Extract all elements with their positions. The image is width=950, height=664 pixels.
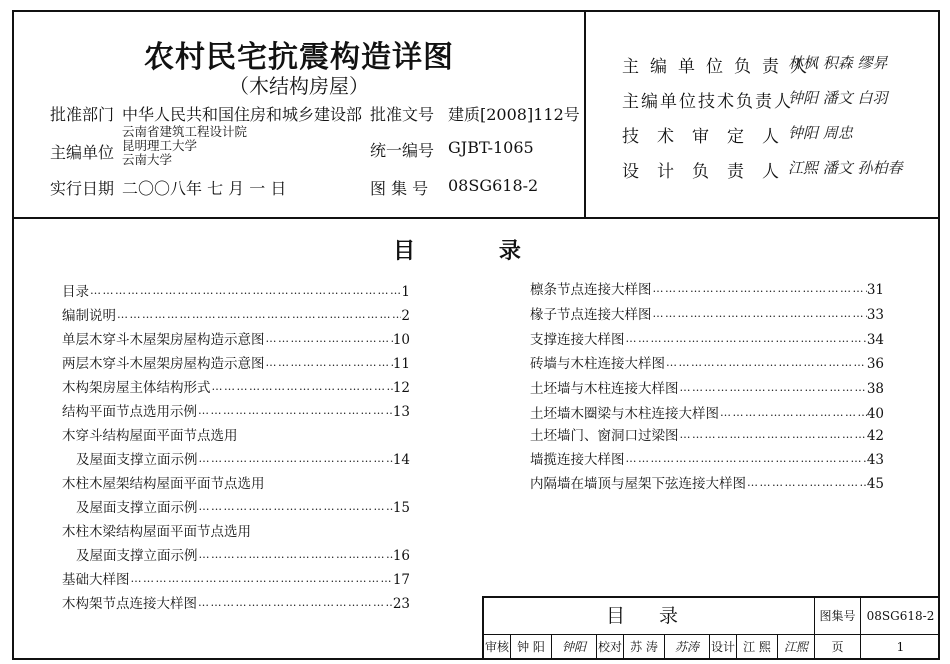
toc-leader xyxy=(265,354,393,372)
atlas-no-label-cell: 图集号 xyxy=(815,598,861,634)
responsible-signature-3: 钟阳 周忠 xyxy=(788,124,853,142)
effective-date-label: 实行日期 xyxy=(50,179,115,198)
toc-entry-label: 及屋面支撑立面示例 xyxy=(76,500,198,516)
toc-entry-page: 23 xyxy=(392,596,410,612)
review-label-cell: 审核 xyxy=(484,635,511,660)
header-left-panel xyxy=(14,12,586,217)
toc-entry[interactable] xyxy=(62,376,410,396)
toc-entry-label: 两层木穿斗木屋架房屋构造示意图 xyxy=(62,356,265,372)
toc-entry-label: 椽子节点连接大样图 xyxy=(530,307,652,323)
toc-entry[interactable] xyxy=(530,402,884,422)
drawing-sheet xyxy=(12,10,940,660)
toc-entry[interactable] xyxy=(62,592,410,612)
toc-entry[interactable] xyxy=(530,377,884,397)
toc-entry-page: 16 xyxy=(392,548,410,564)
toc-entry[interactable] xyxy=(530,278,884,298)
toc-entry-label: 编制说明 xyxy=(62,308,116,324)
toc-entry-page: 34 xyxy=(866,332,884,348)
toc-entry-label: 土坯墙与木柱连接大样图 xyxy=(530,381,679,397)
toc-entry[interactable] xyxy=(76,496,410,516)
chief-unit-label: 主编单位 xyxy=(50,143,115,162)
atlas-subtitle: （木结构房屋） xyxy=(229,74,369,98)
check-signature-cell: 苏涛 xyxy=(665,635,710,660)
toc-entry-page: 38 xyxy=(866,381,884,397)
toc-entry-page: 15 xyxy=(392,500,410,516)
toc-leader xyxy=(652,305,867,323)
toc-entry[interactable] xyxy=(62,328,410,348)
toc-entry-label: 檩条节点连接大样图 xyxy=(530,282,652,298)
toc-entry-label: 木柱木屋架结构屋面平面节点选用 xyxy=(62,476,265,492)
atlas-no-value-cell: 08SG618-2 xyxy=(866,609,935,623)
atlas-no-value: 08SG618-2 xyxy=(448,176,539,195)
toc-leader xyxy=(116,306,401,324)
check-label-cell: 校对 xyxy=(597,635,624,660)
toc-entry-label: 支撑连接大样图 xyxy=(530,332,625,348)
toc-entry-heading xyxy=(62,520,410,540)
responsible-role-4: 设计负责人 xyxy=(622,162,797,182)
toc-entry[interactable] xyxy=(530,448,884,468)
drawing-name: 目 录 xyxy=(484,598,815,634)
toc-entry-label: 土坯墙门、窗洞口过梁图 xyxy=(530,428,679,444)
toc-entry-label: 砖墙与木柱连接大样图 xyxy=(530,356,665,372)
toc-leader xyxy=(198,450,393,468)
toc-entry[interactable] xyxy=(62,280,410,300)
toc-entry-heading xyxy=(62,424,410,444)
responsible-role-2: 主编单位技术负责人 xyxy=(622,92,793,112)
toc-leader xyxy=(625,450,867,468)
toc-entry[interactable] xyxy=(530,352,884,372)
toc-entry[interactable] xyxy=(530,303,884,323)
approval-dept-value: 中华人民共和国住房和城乡建设部 xyxy=(122,105,363,124)
title-block xyxy=(482,596,940,660)
approval-doc-label: 批准文号 xyxy=(370,105,435,124)
toc-leader xyxy=(625,330,867,348)
toc-entry[interactable] xyxy=(62,352,410,372)
toc-entry-label: 木构架节点连接大样图 xyxy=(62,596,197,612)
approval-dept-label: 批准部门 xyxy=(50,105,115,124)
toc-entry[interactable] xyxy=(76,448,410,468)
page-label-cell: 页 xyxy=(815,635,861,660)
atlas-title: 农村民宅抗震构造详图 xyxy=(144,40,454,75)
toc-entry-label: 内隔墙在墙顶与屋架下弦连接大样图 xyxy=(530,476,746,492)
toc-entry-page: 10 xyxy=(392,332,410,348)
toc-leader xyxy=(211,378,393,396)
responsible-signature-4: 江熙 潘文 孙柏春 xyxy=(788,159,903,177)
toc-entry-heading xyxy=(62,472,410,492)
toc-leader xyxy=(679,426,867,444)
toc-entry-label: 结构平面节点选用示例 xyxy=(62,404,197,420)
toc-entry[interactable] xyxy=(62,304,410,324)
review-signature-cell: 钟阳 xyxy=(552,635,597,660)
toc-entry[interactable] xyxy=(530,472,884,492)
toc-leader xyxy=(719,404,867,422)
toc-entry-page: 42 xyxy=(866,428,884,444)
design-signature-cell: 江熙 xyxy=(778,635,815,660)
title-block-top-row xyxy=(484,598,940,635)
toc-leader xyxy=(197,594,393,612)
toc-entry-page: 11 xyxy=(392,356,410,372)
toc-leader xyxy=(652,280,867,298)
toc-entry-label: 及屋面支撑立面示例 xyxy=(76,548,198,564)
responsible-role-3: 技术审定人 xyxy=(622,127,797,147)
responsible-signature-1: 林枫 积森 缪昇 xyxy=(788,54,888,72)
toc-leader xyxy=(89,282,401,300)
toc-leader xyxy=(197,402,393,420)
review-name-cell: 钟 阳 xyxy=(511,635,552,660)
chief-unit-line-3: 云南大学 xyxy=(122,152,173,167)
toc-entry[interactable] xyxy=(530,328,884,348)
toc-entry-page: 33 xyxy=(866,307,884,323)
toc-entry[interactable] xyxy=(530,424,884,444)
toc-entry-label: 基础大样图 xyxy=(62,572,130,588)
toc-entry-label: 目录 xyxy=(62,284,89,300)
toc-entry-label: 单层木穿斗木屋架房屋构造示意图 xyxy=(62,332,265,348)
toc-entry-page: 43 xyxy=(866,452,884,468)
approval-doc-value: 建质[2008]112号 xyxy=(448,105,580,124)
responsible-role-1: 主编单位负责人 xyxy=(622,57,818,77)
check-name-cell: 苏 涛 xyxy=(624,635,665,660)
toc-leader xyxy=(665,354,867,372)
toc-leader xyxy=(130,570,393,588)
toc-entry-label: 木柱木梁结构屋面平面节点选用 xyxy=(62,524,251,540)
chief-unit-line-1: 云南省建筑工程设计院 xyxy=(122,124,248,139)
toc-entry-page: 1 xyxy=(401,284,410,300)
toc-entry-page: 40 xyxy=(866,406,884,422)
toc-entry-label: 及屋面支撑立面示例 xyxy=(76,452,198,468)
toc-entry-label: 木构架房屋主体结构形式 xyxy=(62,380,211,396)
toc-entry-label: 墙揽连接大样图 xyxy=(530,452,625,468)
effective-date-value: 二〇〇八年 七 月 一 日 xyxy=(122,179,287,198)
unified-no-label: 统一编号 xyxy=(370,141,435,160)
toc-entry-label: 木穿斗结构屋面平面节点选用 xyxy=(62,428,238,444)
toc-entry-page: 36 xyxy=(866,356,884,372)
toc-entry-page: 45 xyxy=(866,476,884,492)
toc-entry-page: 2 xyxy=(401,308,410,324)
header-block xyxy=(14,12,938,219)
atlas-no-label: 图 集 号 xyxy=(370,179,429,198)
responsible-signature-2: 钟阳 潘文 白羽 xyxy=(788,89,888,107)
toc-entry-page: 12 xyxy=(392,380,410,396)
toc-entry[interactable] xyxy=(62,568,410,588)
toc-entry-label: 土坯墙木圈梁与木柱连接大样图 xyxy=(530,406,719,422)
toc-entry-page: 17 xyxy=(392,572,410,588)
toc-entry[interactable] xyxy=(62,400,410,420)
toc-leader xyxy=(198,546,393,564)
chief-unit-line-2: 昆明理工大学 xyxy=(122,138,198,153)
design-name-cell: 江 熙 xyxy=(737,635,778,660)
toc-entry-page: 14 xyxy=(392,452,410,468)
toc-leader xyxy=(265,330,393,348)
toc-entry[interactable] xyxy=(76,544,410,564)
toc-leader xyxy=(198,498,393,516)
toc-leader xyxy=(746,474,867,492)
unified-no-value: GJBT-1065 xyxy=(448,138,534,157)
toc-leader xyxy=(679,379,867,397)
page-value-cell: 1 xyxy=(896,640,905,654)
toc-heading: 目 录 xyxy=(393,239,559,264)
toc-entry-page: 13 xyxy=(392,404,410,420)
toc-entry-page: 31 xyxy=(866,282,884,298)
design-label-cell: 设计 xyxy=(710,635,737,660)
